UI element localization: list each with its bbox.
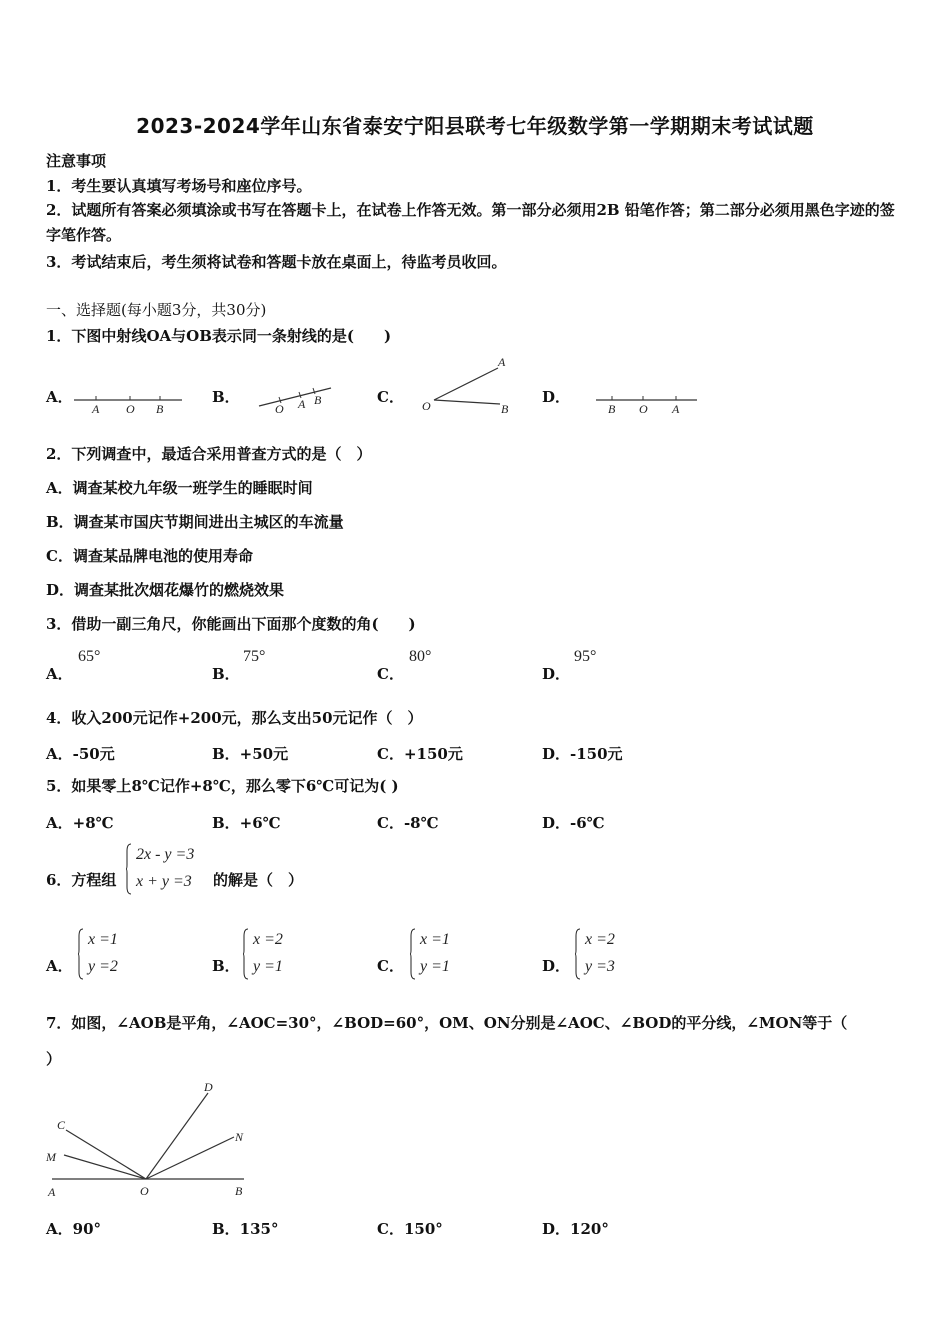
q1b-label-a: A [298, 397, 306, 411]
q1a-label-b: B [156, 402, 164, 416]
q6-system [126, 843, 216, 895]
q1-figure-d [592, 388, 702, 418]
q1b-label-b: B [314, 393, 322, 407]
q1-figure-c [418, 354, 518, 418]
q1-figure-b [255, 382, 335, 416]
q2-option-c: C．调查某品牌电池的使用寿命 [46, 547, 253, 565]
q6a-y: y =2 [88, 958, 118, 975]
q4-stem: 4．收入200元记作+200元，那么支出50元记作（ ） [46, 709, 423, 727]
q7-figure [40, 1075, 260, 1205]
q3-option-c: C． [377, 665, 404, 683]
q6-suffix: 的解是（ ） [213, 871, 304, 889]
q7-stem: 7．如图，∠AOB是平角，∠AOC=30°，∠BOD=60°，OM、ON分别是∠AOC、∠BOD的平分线，∠MON等于（ [46, 1014, 848, 1032]
q7-option-c: C．150° [377, 1220, 443, 1238]
q7-label-b: B [235, 1184, 243, 1198]
q1a-label-a: A [92, 402, 100, 416]
page-title: 2023-2024学年山东省泰安宁阳县联考七年级数学第一学期期末考试试题 [136, 114, 814, 138]
q3-stem: 3．借助一副三角尺，你能画出下面那个度数的角( ) [46, 615, 416, 633]
q1c-label-b: B [501, 402, 509, 416]
q6-answer-a [78, 928, 148, 980]
q1-figure-a [70, 388, 185, 418]
q7-label-n: N [235, 1130, 244, 1144]
q6c-x: x =1 [420, 931, 450, 948]
q6-eq-2: x + y =3 [136, 873, 192, 890]
q4-option-a: A．-50元 [46, 745, 115, 763]
q6b-y: y =1 [253, 958, 283, 975]
q4-option-d: D．-150元 [542, 745, 623, 763]
q6-option-d: D． [542, 957, 571, 975]
q7-label-o: O [140, 1184, 149, 1198]
q6-answer-c [410, 928, 480, 980]
q5-option-b: B．+6℃ [212, 814, 281, 832]
q3-option-a: A． [46, 665, 73, 683]
q6-answer-b [243, 928, 313, 980]
q4-option-c: C．+150元 [377, 745, 463, 763]
q3-option-d: D． [542, 665, 571, 683]
q7-label-c: C [57, 1118, 66, 1132]
q5-stem: 5．如果零上8℃记作+8℃，那么零下6℃可记为( ) [46, 777, 399, 795]
q2-option-b: B．调查某市国庆节期间进出主城区的车流量 [46, 513, 344, 531]
q6c-y: y =1 [420, 958, 450, 975]
q2-option-d: D．调查某批次烟花爆竹的燃烧效果 [46, 581, 285, 599]
q4-option-b: B．+50元 [212, 745, 289, 763]
q1-option-a: A． [46, 388, 73, 406]
q6c-brace [410, 928, 416, 980]
q1c-label-a: A [498, 355, 506, 369]
q1-stem: 1．下图中射线OA与OB表示同一条射线的是( ) [46, 327, 392, 345]
q1-option-c: C． [377, 388, 404, 406]
q7-label-a: A [48, 1185, 56, 1199]
q6-eq-1: 2x - y =3 [136, 846, 195, 863]
q5-option-d: D．-6℃ [542, 814, 605, 832]
q7-option-a: A．90° [46, 1220, 102, 1238]
q5-option-a: A．+8℃ [46, 814, 114, 832]
q3-value-a: 65° [78, 648, 101, 665]
notice-item-2: 2．试题所有答案必须填涂或书写在答题卡上，在试卷上作答无效。第一部分必须用2B 铅笔作答；第二部分必须用黑色字迹的签字笔作答。 [46, 201, 895, 244]
q6d-x: x =2 [585, 931, 615, 948]
q3-value-d: 95° [574, 648, 597, 665]
q2-option-a: A．调查某校九年级一班学生的睡眠时间 [46, 479, 313, 497]
notice-item-3: 3．考试结束后，考生须将试卷和答题卡放在桌面上，待监考员收回。 [46, 253, 507, 271]
q7-option-b: B．135° [212, 1220, 279, 1238]
q6-answer-d [575, 928, 645, 980]
q6a-brace [78, 928, 84, 980]
q5-option-c: C．-8℃ [377, 814, 439, 832]
q6d-brace [575, 928, 581, 980]
q1c-label-o: O [422, 399, 431, 413]
q7-label-m: M [46, 1150, 56, 1164]
q6d-y: y =3 [585, 958, 615, 975]
q6b-x: x =2 [253, 931, 283, 948]
q6-prefix: 6．方程组 [46, 871, 117, 889]
q7-label-d: D [204, 1080, 213, 1094]
q1-option-d: D． [542, 388, 571, 406]
q6a-x: x =1 [88, 931, 118, 948]
q7-stem-end: ） [46, 1050, 62, 1068]
section-heading: 一、选择题(每小题3分，共30分) [46, 301, 267, 319]
q3-value-c: 80° [409, 648, 432, 665]
notice-item-1: 1．考生要认真填写考场号和座位序号。 [46, 177, 312, 195]
q1a-label-o: O [126, 402, 135, 416]
q6-brace [126, 843, 132, 895]
q6-option-c: C． [377, 957, 404, 975]
q1d-label-a: A [672, 402, 680, 416]
q3-value-b: 75° [243, 648, 266, 665]
q1d-label-b: B [608, 402, 616, 416]
q1d-label-o: O [639, 402, 648, 416]
q1b-label-o: O [275, 402, 284, 416]
q2-stem: 2．下列调查中，最适合采用普查方式的是（ ） [46, 445, 372, 463]
q7-option-d: D．120° [542, 1220, 609, 1238]
notice-heading: 注意事项 [46, 152, 107, 170]
q6-option-b: B． [212, 957, 240, 975]
q6b-brace [243, 928, 249, 980]
q3-option-b: B． [212, 665, 240, 683]
q6-option-a: A． [46, 957, 73, 975]
q1-option-b: B． [212, 388, 240, 406]
